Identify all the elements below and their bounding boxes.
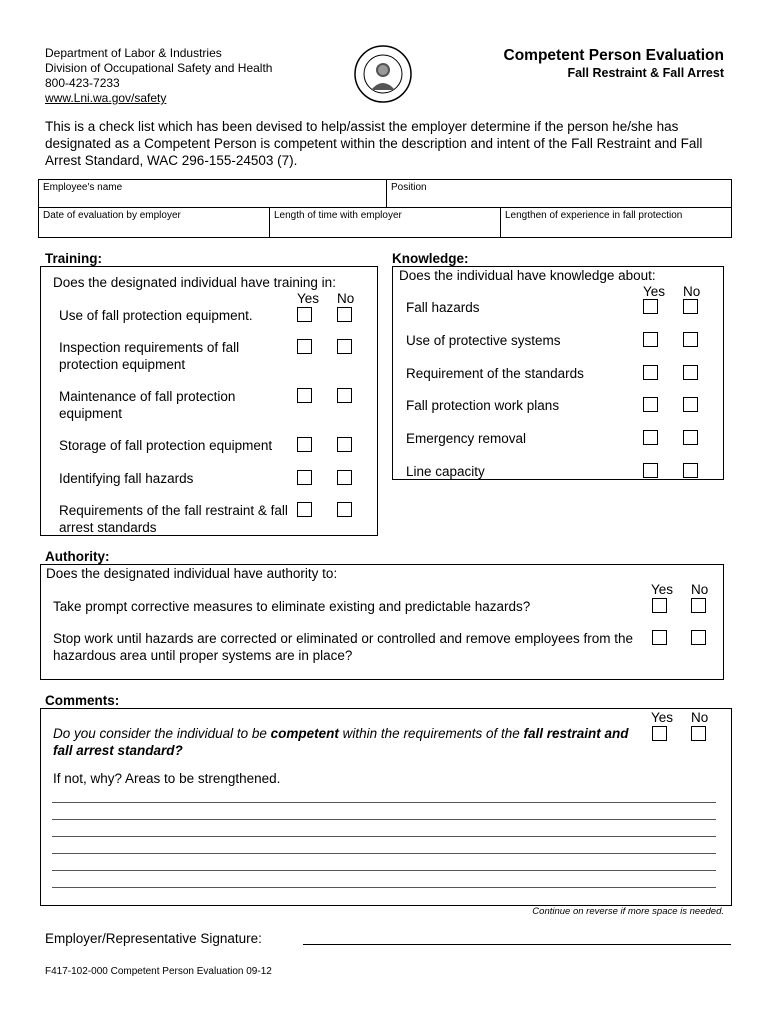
- training-item-1: Use of fall protection equipment.: [59, 308, 253, 323]
- knowledge-item-5-no-checkbox[interactable]: [683, 430, 698, 445]
- training-item-6-no-checkbox[interactable]: [337, 502, 352, 517]
- training-item-5: Identifying fall hazards: [59, 471, 194, 486]
- training-item-5-no-checkbox[interactable]: [337, 470, 352, 485]
- training-item-3-no-checkbox[interactable]: [337, 388, 352, 403]
- authority-no-label: No: [691, 582, 709, 597]
- comments-heading: Comments:: [45, 693, 120, 708]
- knowledge-item-6-yes-checkbox[interactable]: [643, 463, 658, 478]
- length-exp-field[interactable]: [500, 207, 732, 238]
- authority-item-2-no-checkbox[interactable]: [691, 630, 706, 645]
- knowledge-item-2-yes-checkbox[interactable]: [643, 332, 658, 347]
- page-title: Competent Person Evaluation: [503, 47, 724, 64]
- signature-label: Employer/Representative Signature:: [45, 931, 262, 946]
- training-item-6: Requirements of the fall restraint & fall arrest standards: [59, 503, 288, 535]
- training-item-3: Maintenance of fall protection equipment: [59, 389, 236, 421]
- knowledge-yes-label: Yes: [643, 284, 666, 299]
- signature-line[interactable]: [303, 944, 731, 945]
- authority-item-2-yes-checkbox[interactable]: [652, 630, 667, 645]
- knowledge-item-6: Line capacity: [406, 464, 485, 479]
- knowledge-item-4-no-checkbox[interactable]: [683, 397, 698, 412]
- training-item-6-yes-checkbox[interactable]: [297, 502, 312, 517]
- knowledge-heading: Knowledge:: [392, 251, 469, 266]
- page-subtitle: Fall Restraint & Fall Arrest: [567, 66, 724, 80]
- header-dept: Department of Labor & Industries: [45, 46, 222, 60]
- knowledge-question: Does the individual have knowledge about:: [399, 268, 656, 283]
- authority-item-2: Stop work until hazards are corrected or eliminated or controlled and remove employees from the hazardous area until proper systems are in place?: [53, 631, 634, 663]
- form-number-footer: F417-102-000 Competent Person Evaluation 09-12: [45, 966, 272, 977]
- comment-line-6[interactable]: [52, 887, 716, 888]
- length-time-label: Length of time with employer: [274, 210, 402, 221]
- knowledge-item-1-no-checkbox[interactable]: [683, 299, 698, 314]
- date-eval-label: Date of evaluation by employer: [43, 210, 181, 221]
- continue-note: Continue on reverse if more space is needed.: [532, 906, 724, 917]
- training-question: Does the designated individual have training in:: [53, 275, 336, 290]
- authority-item-1-yes-checkbox[interactable]: [652, 598, 667, 613]
- date-eval-field[interactable]: [38, 207, 270, 238]
- training-item-2-no-checkbox[interactable]: [337, 339, 352, 354]
- training-item-3-yes-checkbox[interactable]: [297, 388, 312, 403]
- knowledge-item-6-no-checkbox[interactable]: [683, 463, 698, 478]
- authority-item-1-no-checkbox[interactable]: [691, 598, 706, 613]
- position-label: Position: [391, 182, 427, 193]
- authority-yes-label: Yes: [651, 582, 674, 597]
- competent-question-part1: Do you consider the individual to be: [53, 726, 271, 741]
- competent-question-bold2: fall restraint and fall arrest standard?: [53, 726, 629, 758]
- training-item-5-yes-checkbox[interactable]: [297, 470, 312, 485]
- knowledge-item-4: Fall protection work plans: [406, 398, 560, 413]
- training-yes-label: Yes: [297, 291, 320, 306]
- employee-name-field[interactable]: [38, 179, 387, 208]
- competent-yes-checkbox[interactable]: [652, 726, 667, 741]
- position-field[interactable]: [386, 179, 732, 208]
- knowledge-item-5-yes-checkbox[interactable]: [643, 430, 658, 445]
- training-item-2: Inspection requirements of fall protection equipment: [59, 340, 240, 372]
- comment-line-4[interactable]: [52, 853, 716, 854]
- knowledge-item-2-no-checkbox[interactable]: [683, 332, 698, 347]
- header-website-link[interactable]: www.Lni.wa.gov/safety: [45, 91, 167, 105]
- knowledge-item-5: Emergency removal: [406, 431, 527, 446]
- knowledge-item-4-yes-checkbox[interactable]: [643, 397, 658, 412]
- employee-name-label: Employee's name: [43, 182, 123, 193]
- authority-heading: Authority:: [45, 549, 110, 564]
- training-item-4-no-checkbox[interactable]: [337, 437, 352, 452]
- competent-no-checkbox[interactable]: [691, 726, 706, 741]
- training-item-1-yes-checkbox[interactable]: [297, 307, 312, 322]
- knowledge-item-2: Use of protective systems: [406, 333, 561, 348]
- comment-line-2[interactable]: [52, 819, 716, 820]
- knowledge-item-3: Requirement of the standards: [406, 366, 584, 381]
- comment-line-3[interactable]: [52, 836, 716, 837]
- authority-question: Does the designated individual have authority to:: [46, 566, 338, 581]
- training-item-4: Storage of fall protection equipment: [59, 438, 273, 453]
- training-item-4-yes-checkbox[interactable]: [297, 437, 312, 452]
- training-item-2-yes-checkbox[interactable]: [297, 339, 312, 354]
- if-not-why-label: If not, why? Areas to be strengthened.: [53, 771, 281, 786]
- comment-line-5[interactable]: [52, 870, 716, 871]
- competent-question: [53, 725, 633, 759]
- comment-line-1[interactable]: [52, 802, 716, 803]
- authority-item-1: Take prompt corrective measures to eliminate existing and predictable hazards?: [53, 599, 531, 614]
- training-heading: Training:: [45, 251, 102, 266]
- intro-text: This is a check list which has been devised to help/assist the employer determine if the person he/she has designated as a Competent Person is competent within the description and intent of the Fall Restraint and Fall Arrest Standard, WAC 296-155-24503 (7).: [45, 119, 703, 168]
- training-no-label: No: [337, 291, 355, 306]
- comments-yes-label: Yes: [651, 710, 674, 725]
- knowledge-item-1: Fall hazards: [406, 300, 480, 315]
- knowledge-item-3-yes-checkbox[interactable]: [643, 365, 658, 380]
- competent-question-bold1: competent: [270, 726, 339, 741]
- knowledge-no-label: No: [683, 284, 701, 299]
- training-item-1-no-checkbox[interactable]: [337, 307, 352, 322]
- comments-no-label: No: [691, 710, 709, 725]
- header-division: Division of Occupational Safety and Health: [45, 61, 273, 75]
- knowledge-item-3-no-checkbox[interactable]: [683, 365, 698, 380]
- length-time-field[interactable]: [269, 207, 501, 238]
- knowledge-item-1-yes-checkbox[interactable]: [643, 299, 658, 314]
- length-exp-label: Lengthen of experience in fall protection: [505, 210, 683, 221]
- competent-question-part2: within the requirements of the: [338, 726, 524, 741]
- header-phone: 800-423-7233: [45, 76, 120, 90]
